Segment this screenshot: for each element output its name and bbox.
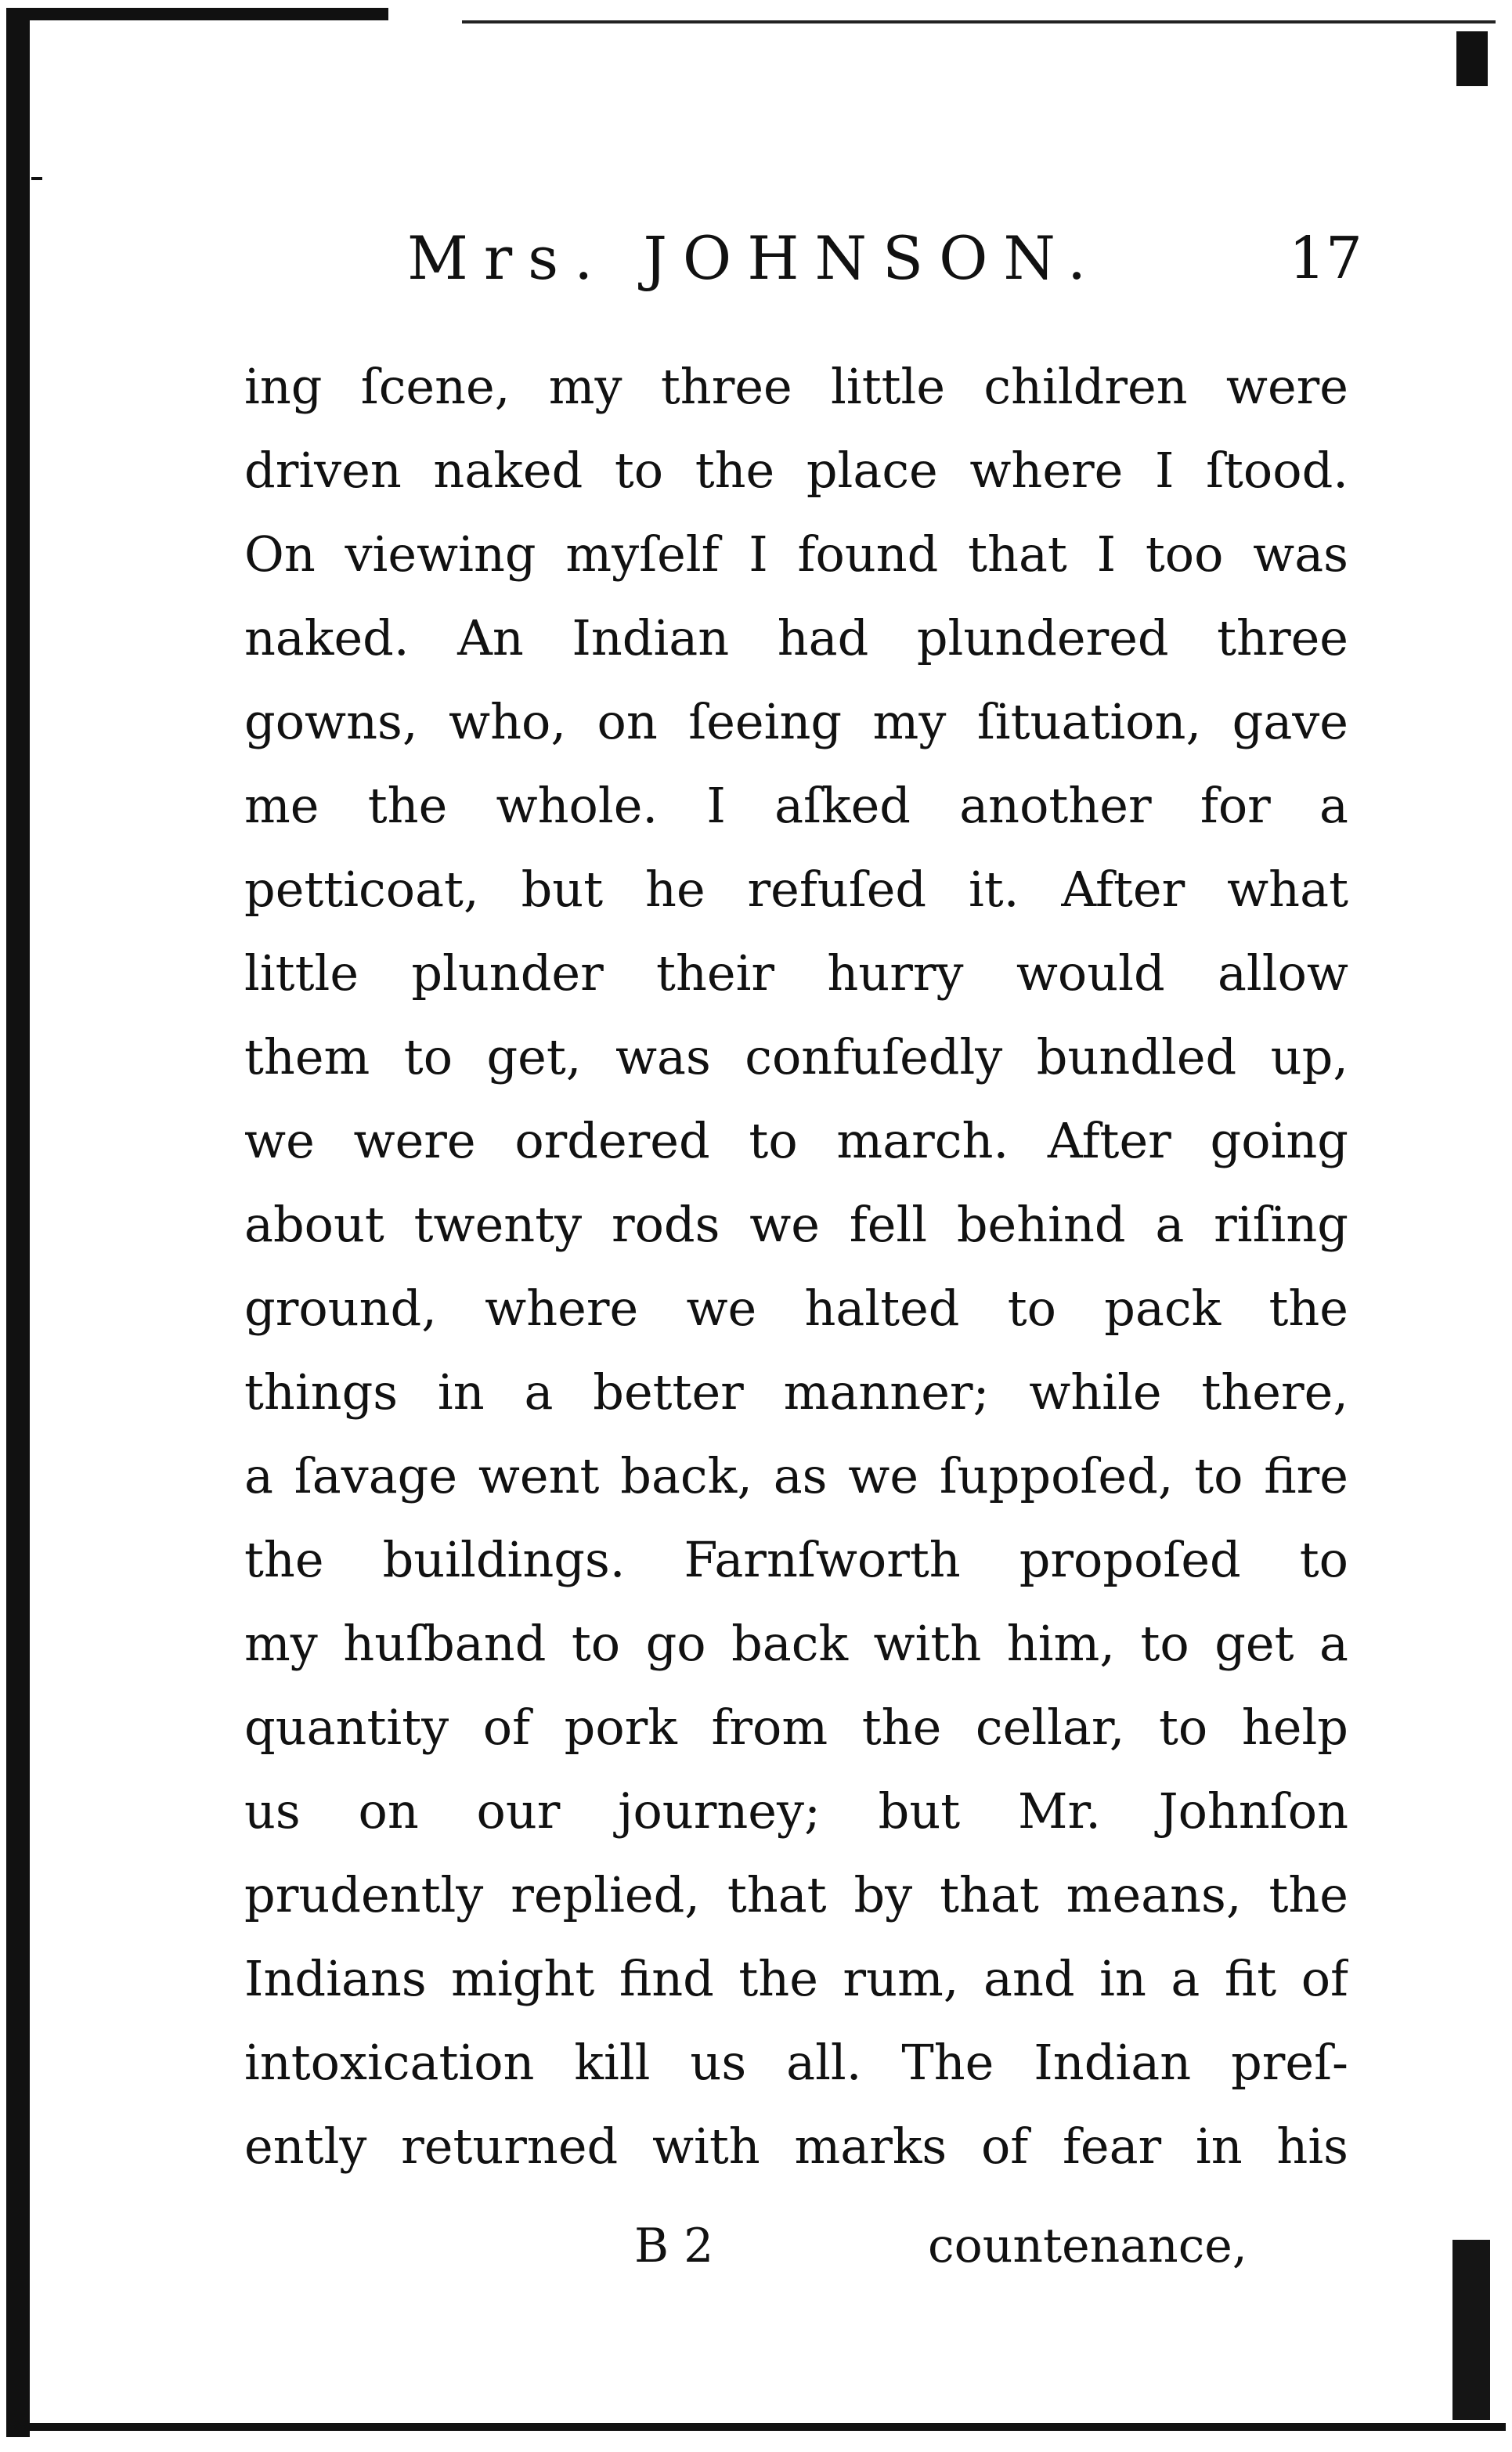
text-line: ground, where we halted to pack the (244, 1280, 1348, 1337)
text-line: petticoat, but he refuſed it. After what (244, 861, 1348, 918)
page-number: 17 (1288, 225, 1362, 292)
left-border-artifact (6, 8, 30, 2437)
text-line: me the whole. I aſked another for a (244, 777, 1348, 834)
text-line: my huſband to go back with him, to get a (244, 1615, 1348, 1672)
text-line: quantity of pork from the cellar, to help (244, 1699, 1348, 1756)
text-line: prudently replied, that by that means, the (244, 1866, 1348, 1923)
text-line: the buildings. Farnſworth propoſed to (244, 1531, 1348, 1588)
text-line: driven naked to the place where I ſtood. (244, 442, 1348, 499)
text-line: On viewing myſelf I found that I too was (244, 525, 1348, 583)
text-line: gowns, who, on ſeeing my ſituation, gave (244, 693, 1348, 750)
text-line: things in a better manner; while there, (244, 1363, 1348, 1421)
top-right-edge-artifact (1456, 31, 1488, 86)
text-line: them to get, was confuſedly bundled up, (244, 1028, 1348, 1085)
body-text (244, 345, 1348, 2188)
text-line: ently returned with marks of fear in his (244, 2118, 1348, 2175)
left-tick-artifact (31, 177, 42, 180)
page-header (407, 211, 1362, 305)
text-line: a ſavage went back, as we ſuppoſed, to fire (244, 1447, 1348, 1504)
text-line: intoxication kill us all. The Indian preſ- (244, 2034, 1348, 2091)
bottom-right-edge-artifact (1452, 2240, 1490, 2420)
running-head: Mrs. JOHNSON. (407, 223, 1102, 293)
top-left-border-artifact (6, 8, 388, 20)
text-line: Indians might find the rum, and in a fit of (244, 1950, 1348, 2007)
text-line: ing ſcene, my three little children were (244, 358, 1348, 415)
text-line: we were ordered to march. After going (244, 1112, 1348, 1169)
text-line: about twenty rods we fell behind a riſing (244, 1196, 1348, 1253)
signature-mark: B 2 (634, 2219, 714, 2273)
bottom-border-artifact (6, 2423, 1506, 2431)
text-line: naked. An Indian had plundered three (244, 609, 1348, 666)
text-line: little plunder their hurry would allow (244, 944, 1348, 1002)
catchword: countenance, (928, 2219, 1247, 2273)
top-rule-artifact (462, 20, 1496, 23)
text-line: us on our journey; but Mr. Johnſon (244, 1782, 1348, 1840)
